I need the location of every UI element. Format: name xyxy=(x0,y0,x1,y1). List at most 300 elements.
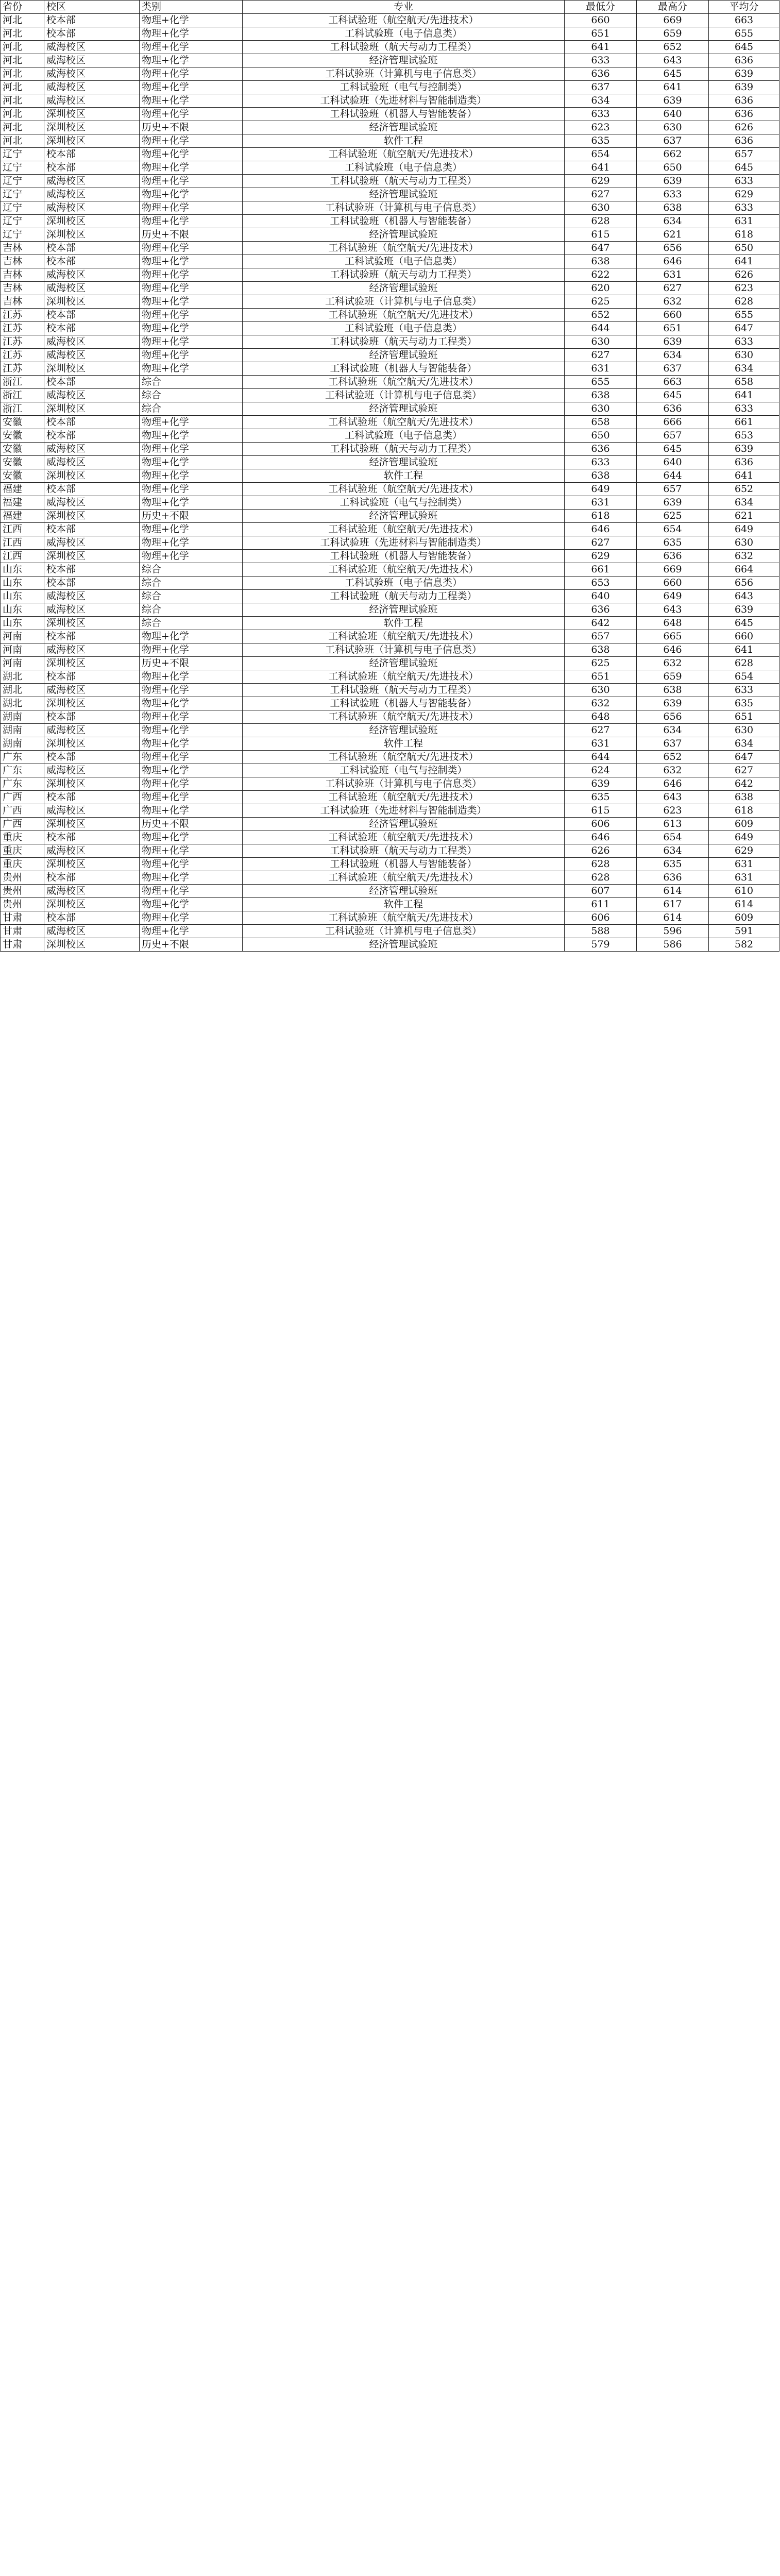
cell-category: 物理+化学 xyxy=(140,215,243,228)
cell-province: 辽宁 xyxy=(1,215,44,228)
cell-category: 物理+化学 xyxy=(140,429,243,443)
cell-max-score: 621 xyxy=(637,228,709,242)
cell-province: 河南 xyxy=(1,657,44,670)
cell-max-score: 639 xyxy=(637,175,709,188)
cell-min-score: 631 xyxy=(565,362,637,376)
cell-campus: 校本部 xyxy=(44,563,140,577)
cell-min-score: 638 xyxy=(565,389,637,402)
cell-min-score: 623 xyxy=(565,121,637,134)
cell-campus: 深圳校区 xyxy=(44,215,140,228)
cell-category: 物理+化学 xyxy=(140,134,243,148)
cell-min-score: 630 xyxy=(565,684,637,697)
cell-max-score: 634 xyxy=(637,844,709,858)
cell-major: 工科试验班（电气与控制类） xyxy=(243,496,565,510)
cell-avg-score: 618 xyxy=(709,804,779,818)
cell-max-score: 636 xyxy=(637,402,709,416)
cell-category: 物理+化学 xyxy=(140,268,243,282)
table-row xyxy=(1,563,779,577)
cell-max-score: 634 xyxy=(637,215,709,228)
table-row xyxy=(1,697,779,710)
cell-major: 工科试验班（航空航天/先进技术） xyxy=(243,483,565,496)
cell-category: 物理+化学 xyxy=(140,67,243,81)
cell-max-score: 648 xyxy=(637,617,709,630)
cell-avg-score: 649 xyxy=(709,831,779,844)
table-row xyxy=(1,81,779,94)
cell-category: 物理+化学 xyxy=(140,161,243,175)
cell-category: 物理+化学 xyxy=(140,362,243,376)
cell-province: 辽宁 xyxy=(1,188,44,201)
table-row xyxy=(1,228,779,242)
cell-campus: 校本部 xyxy=(44,242,140,255)
table-row xyxy=(1,148,779,161)
header-avg-score: 平均分 xyxy=(709,1,779,14)
cell-max-score: 646 xyxy=(637,643,709,657)
cell-min-score: 646 xyxy=(565,831,637,844)
cell-min-score: 652 xyxy=(565,309,637,322)
cell-campus: 校本部 xyxy=(44,309,140,322)
cell-campus: 深圳校区 xyxy=(44,121,140,134)
table-row xyxy=(1,670,779,684)
cell-avg-score: 610 xyxy=(709,885,779,898)
table-row xyxy=(1,831,779,844)
cell-category: 物理+化学 xyxy=(140,536,243,550)
cell-category: 综合 xyxy=(140,376,243,389)
cell-max-score: 636 xyxy=(637,550,709,563)
cell-max-score: 638 xyxy=(637,201,709,215)
cell-max-score: 654 xyxy=(637,831,709,844)
cell-max-score: 652 xyxy=(637,751,709,764)
cell-min-score: 615 xyxy=(565,804,637,818)
cell-campus: 威海校区 xyxy=(44,41,140,54)
cell-province: 江西 xyxy=(1,523,44,536)
cell-province: 安徽 xyxy=(1,416,44,429)
cell-max-score: 634 xyxy=(637,349,709,362)
cell-avg-score: 652 xyxy=(709,483,779,496)
cell-major: 工科试验班（计算机与电子信息类） xyxy=(243,389,565,402)
cell-campus: 校本部 xyxy=(44,670,140,684)
cell-avg-score: 651 xyxy=(709,710,779,724)
table-row xyxy=(1,523,779,536)
cell-province: 广东 xyxy=(1,764,44,777)
table-row xyxy=(1,27,779,41)
cell-province: 吉林 xyxy=(1,282,44,295)
cell-category: 综合 xyxy=(140,617,243,630)
cell-avg-score: 633 xyxy=(709,335,779,349)
cell-province: 河北 xyxy=(1,27,44,41)
cell-max-score: 586 xyxy=(637,938,709,952)
cell-min-score: 638 xyxy=(565,255,637,268)
cell-major: 工科试验班（计算机与电子信息类） xyxy=(243,201,565,215)
cell-province: 山东 xyxy=(1,590,44,603)
table-row xyxy=(1,617,779,630)
cell-campus: 校本部 xyxy=(44,255,140,268)
cell-major: 工科试验班（电子信息类） xyxy=(243,322,565,335)
cell-major: 工科试验班（航天与动力工程类） xyxy=(243,590,565,603)
table-row xyxy=(1,603,779,617)
cell-avg-score: 629 xyxy=(709,844,779,858)
table-row xyxy=(1,858,779,871)
cell-avg-score: 629 xyxy=(709,188,779,201)
cell-category: 物理+化学 xyxy=(140,282,243,295)
cell-province: 福建 xyxy=(1,483,44,496)
cell-min-score: 627 xyxy=(565,536,637,550)
cell-province: 湖南 xyxy=(1,710,44,724)
cell-province: 广西 xyxy=(1,818,44,831)
cell-campus: 校本部 xyxy=(44,831,140,844)
cell-avg-score: 638 xyxy=(709,791,779,804)
cell-major: 工科试验班（计算机与电子信息类） xyxy=(243,777,565,791)
cell-avg-score: 626 xyxy=(709,268,779,282)
table-row xyxy=(1,242,779,255)
cell-avg-score: 630 xyxy=(709,536,779,550)
cell-province: 江西 xyxy=(1,536,44,550)
cell-major: 经济管理试验班 xyxy=(243,510,565,523)
table-row xyxy=(1,590,779,603)
cell-province: 河北 xyxy=(1,41,44,54)
cell-category: 物理+化学 xyxy=(140,764,243,777)
cell-category: 物理+化学 xyxy=(140,148,243,161)
cell-max-score: 632 xyxy=(637,295,709,309)
table-row xyxy=(1,67,779,81)
cell-category: 物理+化学 xyxy=(140,858,243,871)
cell-avg-score: 639 xyxy=(709,67,779,81)
cell-category: 物理+化学 xyxy=(140,41,243,54)
cell-avg-score: 609 xyxy=(709,911,779,925)
cell-min-score: 630 xyxy=(565,402,637,416)
cell-min-score: 648 xyxy=(565,710,637,724)
table-row xyxy=(1,429,779,443)
cell-major: 工科试验班（航天与动力工程类） xyxy=(243,175,565,188)
cell-max-score: 596 xyxy=(637,925,709,938)
cell-avg-score: 634 xyxy=(709,737,779,751)
cell-max-score: 645 xyxy=(637,389,709,402)
cell-major: 工科试验班（航空航天/先进技术） xyxy=(243,148,565,161)
cell-avg-score: 627 xyxy=(709,764,779,777)
cell-province: 浙江 xyxy=(1,376,44,389)
cell-major: 经济管理试验班 xyxy=(243,188,565,201)
table-header-row xyxy=(1,1,779,14)
table-row xyxy=(1,389,779,402)
cell-major: 经济管理试验班 xyxy=(243,657,565,670)
cell-category: 物理+化学 xyxy=(140,242,243,255)
cell-province: 贵州 xyxy=(1,885,44,898)
cell-category: 物理+化学 xyxy=(140,14,243,27)
cell-category: 物理+化学 xyxy=(140,724,243,737)
cell-province: 河北 xyxy=(1,67,44,81)
cell-province: 贵州 xyxy=(1,898,44,911)
cell-min-score: 653 xyxy=(565,577,637,590)
cell-province: 江苏 xyxy=(1,309,44,322)
cell-province: 安徽 xyxy=(1,429,44,443)
cell-province: 河南 xyxy=(1,643,44,657)
cell-max-score: 643 xyxy=(637,54,709,67)
table-row xyxy=(1,295,779,309)
cell-max-score: 617 xyxy=(637,898,709,911)
table-row xyxy=(1,175,779,188)
cell-avg-score: 636 xyxy=(709,108,779,121)
cell-province: 吉林 xyxy=(1,268,44,282)
cell-major: 工科试验班（电子信息类） xyxy=(243,429,565,443)
table-row xyxy=(1,268,779,282)
cell-max-score: 627 xyxy=(637,282,709,295)
table-row xyxy=(1,54,779,67)
table-row xyxy=(1,376,779,389)
cell-avg-score: 641 xyxy=(709,389,779,402)
cell-campus: 威海校区 xyxy=(44,81,140,94)
table-row xyxy=(1,657,779,670)
cell-max-score: 631 xyxy=(637,268,709,282)
cell-avg-score: 633 xyxy=(709,684,779,697)
cell-major: 工科试验班（航空航天/先进技术） xyxy=(243,563,565,577)
cell-province: 重庆 xyxy=(1,831,44,844)
cell-max-score: 636 xyxy=(637,871,709,885)
cell-campus: 深圳校区 xyxy=(44,402,140,416)
cell-campus: 威海校区 xyxy=(44,496,140,510)
cell-major: 工科试验班（机器人与智能装备） xyxy=(243,550,565,563)
cell-campus: 深圳校区 xyxy=(44,657,140,670)
cell-category: 物理+化学 xyxy=(140,684,243,697)
cell-max-score: 645 xyxy=(637,443,709,456)
cell-campus: 深圳校区 xyxy=(44,617,140,630)
cell-min-score: 579 xyxy=(565,938,637,952)
cell-avg-score: 650 xyxy=(709,242,779,255)
cell-max-score: 634 xyxy=(637,724,709,737)
cell-major: 经济管理试验班 xyxy=(243,456,565,469)
cell-category: 综合 xyxy=(140,577,243,590)
cell-avg-score: 628 xyxy=(709,657,779,670)
table-row xyxy=(1,630,779,643)
table-row xyxy=(1,777,779,791)
cell-avg-score: 654 xyxy=(709,670,779,684)
cell-major: 经济管理试验班 xyxy=(243,724,565,737)
cell-campus: 校本部 xyxy=(44,14,140,27)
cell-min-score: 644 xyxy=(565,751,637,764)
cell-avg-score: 653 xyxy=(709,429,779,443)
cell-min-score: 588 xyxy=(565,925,637,938)
cell-max-score: 646 xyxy=(637,255,709,268)
cell-campus: 校本部 xyxy=(44,523,140,536)
cell-campus: 校本部 xyxy=(44,710,140,724)
cell-campus: 威海校区 xyxy=(44,282,140,295)
header-province: 省份 xyxy=(1,1,44,14)
table-row xyxy=(1,215,779,228)
cell-category: 历史+不限 xyxy=(140,818,243,831)
cell-campus: 深圳校区 xyxy=(44,697,140,710)
table-row xyxy=(1,416,779,429)
cell-min-score: 651 xyxy=(565,27,637,41)
cell-category: 物理+化学 xyxy=(140,804,243,818)
cell-major: 工科试验班（计算机与电子信息类） xyxy=(243,295,565,309)
cell-campus: 校本部 xyxy=(44,577,140,590)
cell-major: 工科试验班（航空航天/先进技术） xyxy=(243,911,565,925)
cell-max-score: 639 xyxy=(637,496,709,510)
cell-min-score: 622 xyxy=(565,268,637,282)
cell-province: 甘肃 xyxy=(1,911,44,925)
cell-avg-score: 656 xyxy=(709,577,779,590)
cell-campus: 威海校区 xyxy=(44,443,140,456)
cell-province: 江苏 xyxy=(1,362,44,376)
cell-province: 广东 xyxy=(1,751,44,764)
table-row xyxy=(1,161,779,175)
cell-campus: 校本部 xyxy=(44,483,140,496)
cell-province: 河北 xyxy=(1,81,44,94)
cell-campus: 威海校区 xyxy=(44,389,140,402)
cell-campus: 威海校区 xyxy=(44,590,140,603)
cell-avg-score: 631 xyxy=(709,858,779,871)
cell-major: 经济管理试验班 xyxy=(243,885,565,898)
cell-avg-score: 661 xyxy=(709,416,779,429)
table-row xyxy=(1,844,779,858)
cell-avg-score: 623 xyxy=(709,282,779,295)
cell-major: 软件工程 xyxy=(243,134,565,148)
cell-campus: 威海校区 xyxy=(44,724,140,737)
cell-campus: 深圳校区 xyxy=(44,510,140,523)
cell-category: 物理+化学 xyxy=(140,791,243,804)
cell-campus: 深圳校区 xyxy=(44,898,140,911)
cell-category: 物理+化学 xyxy=(140,831,243,844)
cell-min-score: 611 xyxy=(565,898,637,911)
cell-category: 物理+化学 xyxy=(140,871,243,885)
table-row xyxy=(1,108,779,121)
cell-major: 经济管理试验班 xyxy=(243,228,565,242)
cell-campus: 威海校区 xyxy=(44,844,140,858)
cell-province: 广东 xyxy=(1,777,44,791)
cell-max-score: 637 xyxy=(637,737,709,751)
cell-avg-score: 631 xyxy=(709,871,779,885)
table-row xyxy=(1,510,779,523)
cell-max-score: 669 xyxy=(637,14,709,27)
cell-campus: 威海校区 xyxy=(44,536,140,550)
cell-avg-score: 641 xyxy=(709,469,779,483)
cell-campus: 威海校区 xyxy=(44,349,140,362)
cell-campus: 威海校区 xyxy=(44,684,140,697)
cell-major: 经济管理试验班 xyxy=(243,121,565,134)
cell-avg-score: 639 xyxy=(709,81,779,94)
table-row xyxy=(1,94,779,108)
cell-max-score: 656 xyxy=(637,242,709,255)
cell-province: 辽宁 xyxy=(1,228,44,242)
cell-major: 软件工程 xyxy=(243,737,565,751)
cell-campus: 深圳校区 xyxy=(44,858,140,871)
cell-category: 物理+化学 xyxy=(140,81,243,94)
cell-min-score: 635 xyxy=(565,791,637,804)
cell-category: 物理+化学 xyxy=(140,697,243,710)
cell-campus: 校本部 xyxy=(44,871,140,885)
cell-campus: 校本部 xyxy=(44,322,140,335)
cell-min-score: 624 xyxy=(565,764,637,777)
table-row xyxy=(1,41,779,54)
cell-category: 历史+不限 xyxy=(140,938,243,952)
cell-major: 工科试验班（航天与动力工程类） xyxy=(243,335,565,349)
cell-major: 经济管理试验班 xyxy=(243,282,565,295)
cell-major: 工科试验班（航空航天/先进技术） xyxy=(243,710,565,724)
cell-max-score: 614 xyxy=(637,885,709,898)
cell-min-score: 620 xyxy=(565,282,637,295)
cell-max-score: 650 xyxy=(637,161,709,175)
cell-min-score: 636 xyxy=(565,67,637,81)
cell-max-score: 625 xyxy=(637,510,709,523)
cell-min-score: 627 xyxy=(565,188,637,201)
cell-category: 物理+化学 xyxy=(140,670,243,684)
cell-max-score: 657 xyxy=(637,429,709,443)
cell-campus: 威海校区 xyxy=(44,335,140,349)
cell-campus: 校本部 xyxy=(44,751,140,764)
cell-campus: 校本部 xyxy=(44,416,140,429)
cell-category: 物理+化学 xyxy=(140,108,243,121)
cell-category: 物理+化学 xyxy=(140,188,243,201)
cell-avg-score: 660 xyxy=(709,630,779,643)
cell-category: 物理+化学 xyxy=(140,456,243,469)
cell-category: 物理+化学 xyxy=(140,885,243,898)
cell-major: 经济管理试验班 xyxy=(243,938,565,952)
cell-min-score: 631 xyxy=(565,496,637,510)
cell-category: 历史+不限 xyxy=(140,121,243,134)
cell-category: 物理+化学 xyxy=(140,777,243,791)
cell-province: 山东 xyxy=(1,603,44,617)
admission-score-table xyxy=(0,0,779,952)
table-row xyxy=(1,402,779,416)
cell-avg-score: 609 xyxy=(709,818,779,831)
cell-major: 经济管理试验班 xyxy=(243,402,565,416)
cell-province: 江苏 xyxy=(1,322,44,335)
cell-province: 河北 xyxy=(1,134,44,148)
cell-min-score: 641 xyxy=(565,161,637,175)
cell-major: 工科试验班（航天与动力工程类） xyxy=(243,268,565,282)
cell-min-score: 655 xyxy=(565,376,637,389)
cell-avg-score: 663 xyxy=(709,14,779,27)
cell-avg-score: 636 xyxy=(709,54,779,67)
cell-campus: 威海校区 xyxy=(44,925,140,938)
cell-campus: 威海校区 xyxy=(44,885,140,898)
cell-province: 江苏 xyxy=(1,349,44,362)
cell-avg-score: 643 xyxy=(709,590,779,603)
cell-avg-score: 628 xyxy=(709,295,779,309)
cell-province: 吉林 xyxy=(1,295,44,309)
cell-min-score: 646 xyxy=(565,523,637,536)
cell-category: 物理+化学 xyxy=(140,309,243,322)
cell-major: 工科试验班（航空航天/先进技术） xyxy=(243,14,565,27)
cell-province: 辽宁 xyxy=(1,175,44,188)
cell-category: 物理+化学 xyxy=(140,523,243,536)
cell-province: 安徽 xyxy=(1,469,44,483)
cell-major: 工科试验班（电子信息类） xyxy=(243,577,565,590)
cell-min-score: 637 xyxy=(565,81,637,94)
cell-major: 工科试验班（机器人与智能装备） xyxy=(243,362,565,376)
cell-campus: 威海校区 xyxy=(44,67,140,81)
cell-campus: 威海校区 xyxy=(44,188,140,201)
cell-min-score: 642 xyxy=(565,617,637,630)
cell-min-score: 607 xyxy=(565,885,637,898)
cell-category: 物理+化学 xyxy=(140,255,243,268)
cell-category: 物理+化学 xyxy=(140,175,243,188)
table-row xyxy=(1,362,779,376)
cell-max-score: 633 xyxy=(637,188,709,201)
cell-major: 工科试验班（航空航天/先进技术） xyxy=(243,871,565,885)
cell-campus: 校本部 xyxy=(44,791,140,804)
cell-min-score: 633 xyxy=(565,108,637,121)
cell-min-score: 625 xyxy=(565,657,637,670)
cell-major: 工科试验班（航空航天/先进技术） xyxy=(243,670,565,684)
cell-min-score: 647 xyxy=(565,242,637,255)
cell-avg-score: 645 xyxy=(709,161,779,175)
cell-campus: 威海校区 xyxy=(44,94,140,108)
cell-category: 物理+化学 xyxy=(140,643,243,657)
cell-max-score: 639 xyxy=(637,94,709,108)
cell-min-score: 627 xyxy=(565,724,637,737)
cell-avg-score: 634 xyxy=(709,496,779,510)
cell-min-score: 649 xyxy=(565,483,637,496)
cell-category: 物理+化学 xyxy=(140,94,243,108)
